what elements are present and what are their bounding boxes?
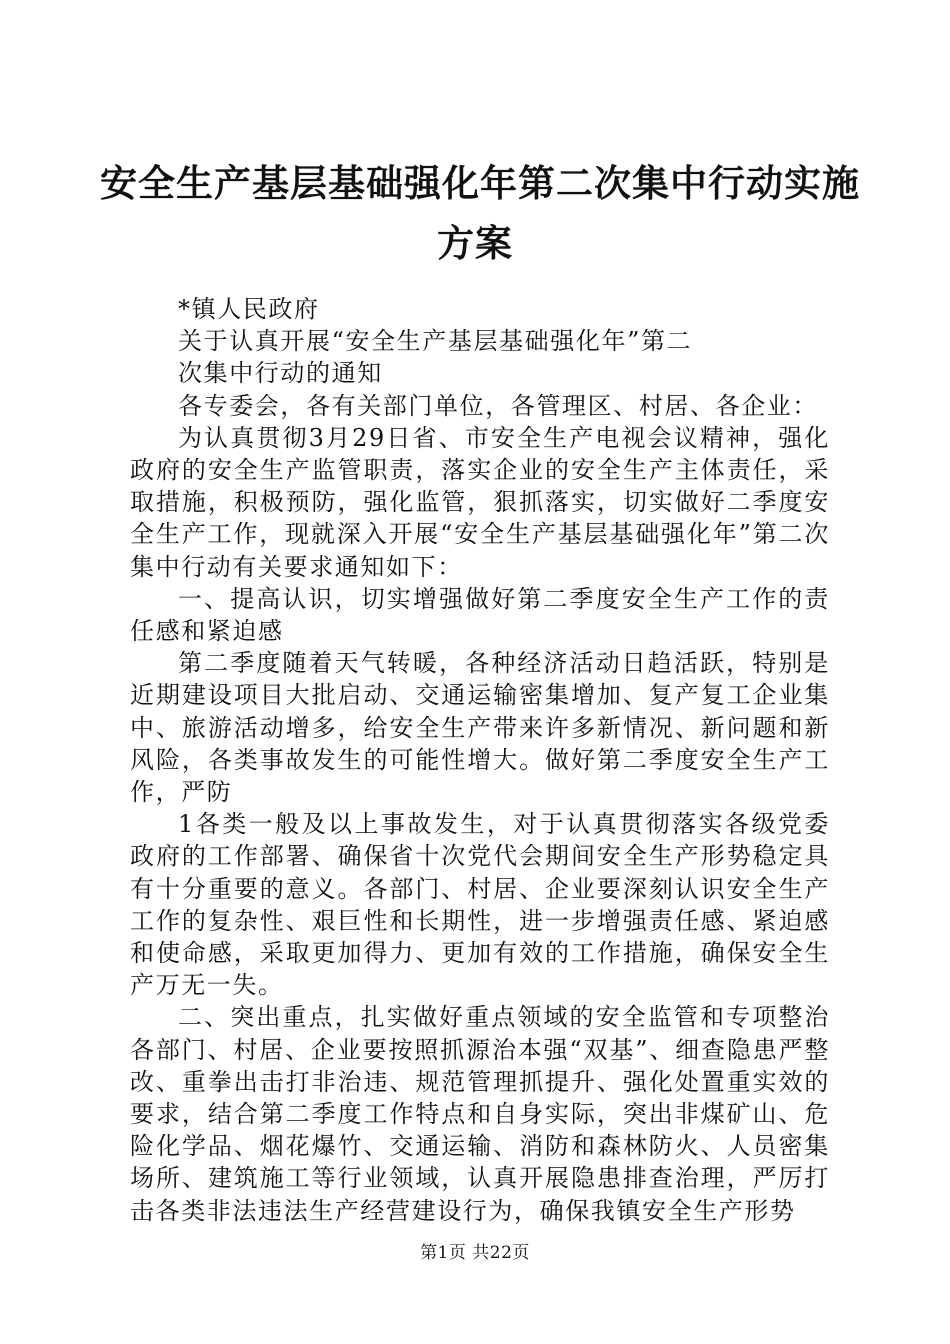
recipients-line: 各专委会，各有关部门单位，各管理区、村居、各企业： (178, 391, 818, 420)
issuer-line: *镇人民政府 (178, 295, 320, 323)
intro-paragraph: 为认真贯彻3月29日省、市安全生产电视会议精神，强化政府的安全生产监管职责，落实企业的安全生产主体责任，采取措施，积极预防，强化监管，狠抓落实，切实做好二季度安全生产工作，现就深入开展“安全生产基层基础强化年”第二次集中行动有关要求通知如下： (130, 423, 830, 581)
notice-heading-line-2: 次集中行动的通知 (178, 359, 383, 388)
document-title-line-2: 方案 (437, 221, 513, 265)
document-body (130, 293, 830, 1227)
section-heading-1: 一、提高认识，切实增强做好第二季度安全生产工作的责任感和紧迫感 (130, 584, 830, 646)
section-heading-2-paragraph: 二、突出重点，扎实做好重点领域的安全监管和专项整治各部门、村居、企业要按照抓源治本强“双基”、细查隐患严整改、重拳出击打非治违、规范管理抓提升、强化处置重实效的要求，结合第二季度工作特点和自身实际，突出非煤矿山、危险化学品、烟花爆竹、交通运输、消防和森林防火、人员密集场所、建筑施工等行业领域，认真开展隐患排查治理，严厉打击各类非法违法生产经营建设行为，确保我镇安全生产形势 (130, 1003, 830, 1225)
document-title-line-1: 安全生产基层基础强化年第二次集中行动实施 (100, 161, 860, 205)
body-paragraph: 1各类一般及以上事故发生，对于认真贯彻落实各级党委政府的工作部署、确保省十次党代会期间安全生产形势稳定具有十分重要的意义。各部门、村居、企业要深刻认识安全生产工作的复杂性、艰巨性和长期性，进一步增强责任感、紧迫感和使命感，采取更加得力、更加有效的工作措施，确保安全生产万无一失。 (130, 810, 830, 1000)
notice-heading-line-1: 关于认真开展“安全生产基层基础强化年”第二 (178, 327, 693, 356)
page-footer: 第1页 共22页 (420, 1243, 530, 1263)
body-paragraph: 第二季度随着天气转暖，各种经济活动日趋活跃，特别是近期建设项目大批启动、交通运输密集增加、复产复工企业集中、旅游活动增多，给安全生产带来许多新情况、新问题和新风险，各类事故发生的可能性增大。做好第二季度安全生产工作，严防 (130, 649, 830, 807)
